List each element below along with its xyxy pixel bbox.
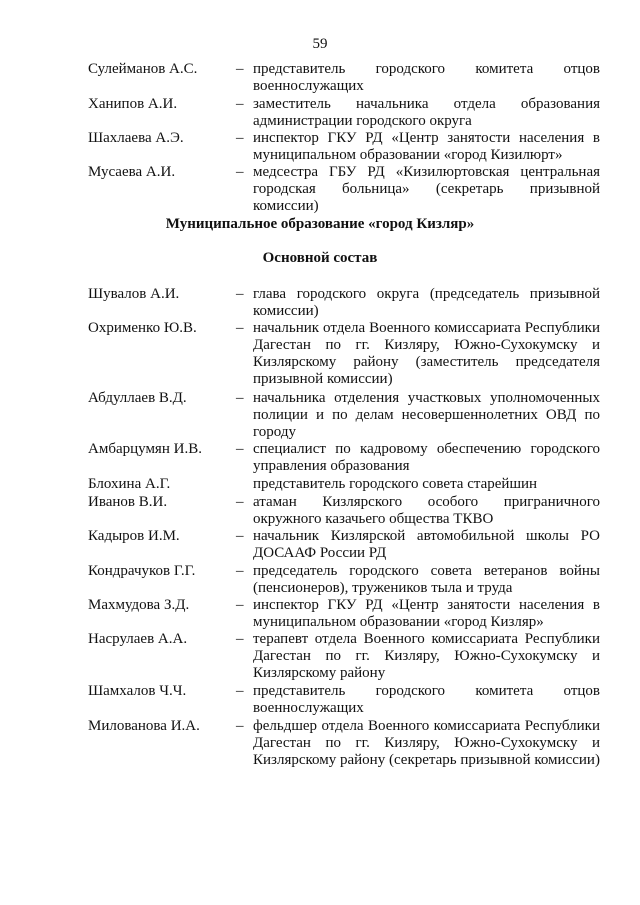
member-role: начальник отдела Военного комиссариата Республики Дагестан по гг. Кизляру, Южно-Сухокумску и Кизлярскому району (заместитель председателя призывной комиссии) (253, 320, 600, 387)
member-role: заместитель начальника отдела образования администрации городского округа (253, 96, 600, 129)
member-role: специалист по кадровому обеспечению городского управления образования (253, 441, 600, 474)
member-entry (88, 476, 600, 493)
member-role: фельдшер отдела Военного комиссариата Республики Дагестан по гг. Кизляру, Южно-Сухокумску и Кизлярскому району (секретарь призывной комиссии) (253, 718, 600, 768)
member-entry (88, 286, 600, 320)
member-entry (88, 718, 600, 769)
section-title: Муниципальное образование «город Кизляр» (165, 216, 475, 232)
dash: – (236, 320, 244, 336)
dash: – (236, 631, 244, 647)
member-entry (88, 563, 600, 597)
dash: – (236, 563, 244, 579)
member-entry (88, 597, 600, 631)
member-role: начальника отделения участковых уполномоченных полиции и по делам несовершеннолетних ОВД по городу (253, 390, 600, 440)
member-name: Иванов В.И. (88, 494, 168, 510)
member-name: Милованова И.А. (88, 718, 200, 734)
dash: – (236, 96, 244, 112)
member-role: терапевт отдела Военного комиссариата Республики Дагестан по гг. Кизляру, Южно-Сухокумску и Кизлярскому району (253, 631, 600, 681)
dash: – (236, 494, 244, 510)
subsection-title: Основной состав (262, 250, 378, 266)
member-role: представитель городского комитета отцов военнослужащих (253, 683, 600, 716)
dash: – (236, 130, 244, 146)
member-role: председатель городского совета ветеранов войны (пенсионеров), тружеников тыла и труда (253, 563, 600, 596)
member-name: Сулейманов А.С. (88, 61, 198, 77)
member-name: Абдуллаев В.Д. (88, 390, 187, 406)
member-entry (88, 320, 600, 388)
page-number: 59 (312, 36, 328, 52)
dash: – (236, 441, 244, 457)
member-name: Шувалов А.И. (88, 286, 180, 302)
member-role: атаман Кизлярского особого приграничного окружного казачьего общества ТКВО (253, 494, 600, 527)
member-entry (88, 494, 600, 528)
member-entry (88, 683, 600, 717)
member-name: Блохина А.Г. (88, 476, 171, 492)
member-role: представитель городского комитета отцов военнослужащих (253, 61, 600, 94)
member-entry (88, 61, 600, 95)
member-role: инспектор ГКУ РД «Центр занятости населения в муниципальном образовании «город Кизилюрт» (253, 130, 600, 163)
dash: – (236, 683, 244, 699)
member-role: представитель городского совета старейшин (253, 476, 538, 492)
member-name: Махмудова З.Д. (88, 597, 190, 613)
member-entry (88, 528, 600, 562)
member-name: Шамхалов Ч.Ч. (88, 683, 187, 699)
member-name: Ханипов А.И. (88, 96, 178, 112)
dash: – (236, 390, 244, 406)
member-name: Кадыров И.М. (88, 528, 180, 544)
dash: – (236, 528, 244, 544)
member-name: Охрименко Ю.В. (88, 320, 197, 336)
member-name: Амбарцумян И.В. (88, 441, 202, 457)
member-entry (88, 390, 600, 441)
dash: – (236, 718, 244, 734)
member-entry (88, 441, 600, 475)
member-name: Кондрачуков Г.Г. (88, 563, 196, 579)
dash: – (236, 164, 244, 180)
member-name: Шахлаева А.Э. (88, 130, 184, 146)
member-role: инспектор ГКУ РД «Центр занятости населения в муниципальном образовании «город Кизляр» (253, 597, 600, 630)
member-name: Мусаева А.И. (88, 164, 176, 180)
dash: – (236, 597, 244, 613)
member-role: глава городского округа (председатель призывной комиссии) (253, 286, 600, 319)
member-name: Насрулаев А.А. (88, 631, 188, 647)
member-role: начальник Кизлярской автомобильной школы РО ДОСААФ России РД (253, 528, 600, 561)
member-entry (88, 130, 600, 164)
member-entry (88, 164, 600, 215)
dash: – (236, 61, 244, 77)
member-entry (88, 96, 600, 130)
member-role: медсестра ГБУ РД «Кизилюртовская центральная городская больница» (секретарь призывной комиссии) (253, 164, 600, 214)
member-entry (88, 631, 600, 682)
dash: – (236, 286, 244, 302)
